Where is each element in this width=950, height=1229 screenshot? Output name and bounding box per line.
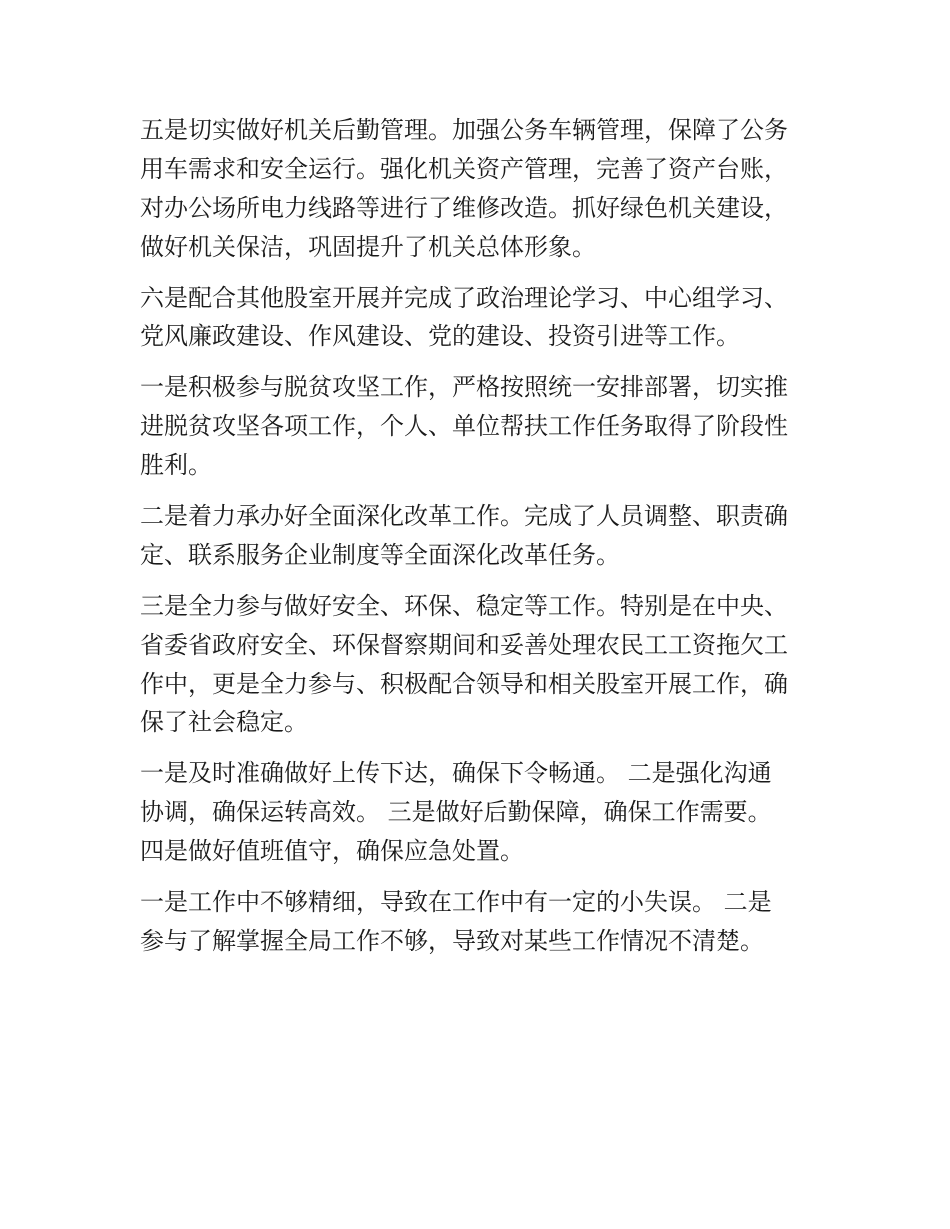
text-line: 保了社会稳定。: [140, 708, 308, 737]
paragraph-poverty-alleviation: [140, 368, 812, 485]
paragraph-cooperation-study: [140, 279, 812, 357]
text-line: 参与了解掌握全局工作不够，导致对某些工作情况不清楚。: [140, 926, 764, 955]
text-line: 定、联系服务企业制度等全面深化改革任务。: [140, 540, 620, 569]
paragraph-logistics-management: [140, 111, 812, 267]
paragraph-work-measures: [140, 754, 812, 871]
paragraph-spacing: [140, 356, 812, 368]
text-line: 进脱贫攻坚各项工作，个人、单位帮扶工作任务取得了阶段性: [140, 412, 788, 441]
text-line: 协调，确保运转高效。 三是做好后勤保障，确保工作需要。: [140, 798, 772, 827]
paragraph-spacing: [140, 742, 812, 754]
paragraph-shortcomings: [140, 883, 812, 961]
text-line: 做好机关保洁，巩固提升了机关总体形象。: [140, 232, 596, 261]
paragraph-spacing: [140, 871, 812, 883]
text-line: 一是及时准确做好上传下达，确保下令畅通。 二是强化沟通: [140, 759, 772, 788]
text-line: 胜利。: [140, 451, 212, 480]
text-line: 四是做好值班值守，确保应急处置。: [140, 837, 524, 866]
text-line: 二是着力承办好全面深化改革工作。完成了人员调整、职责确: [140, 502, 788, 531]
paragraph-spacing: [140, 485, 812, 497]
text-line: 一是积极参与脱贫攻坚工作，严格按照统一安排部署，切实推: [140, 373, 788, 402]
text-line: 五是切实做好机关后勤管理。加强公务车辆管理，保障了公务: [140, 116, 788, 144]
paragraph-safety-stability: [140, 587, 812, 743]
text-line: 三是全力参与做好安全、环保、稳定等工作。特别是在中央、: [140, 591, 788, 620]
text-line: 党风廉政建设、作风建设、党的建设、投资引进等工作。: [140, 322, 740, 351]
paragraph-spacing: [140, 575, 812, 587]
paragraph-spacing: [140, 267, 812, 279]
text-line: 六是配合其他股室开展并完成了政治理论学习、中心组学习、: [140, 283, 788, 312]
text-line: 作中，更是全力参与、积极配合领导和相关股室开展工作，确: [140, 669, 788, 698]
document-body: [140, 111, 812, 961]
text-line: 一是工作中不够精细，导致在工作中有一定的小失误。 二是: [140, 888, 772, 917]
text-line: 对办公场所电力线路等进行了维修改造。抓好绿色机关建设，: [140, 193, 788, 222]
text-line: 省委省政府安全、环保督察期间和妥善处理农民工工资拖欠工: [140, 630, 788, 659]
paragraph-deepening-reform: [140, 497, 812, 575]
text-line: 用车需求和安全运行。强化机关资产管理，完善了资产台账，: [140, 154, 788, 183]
